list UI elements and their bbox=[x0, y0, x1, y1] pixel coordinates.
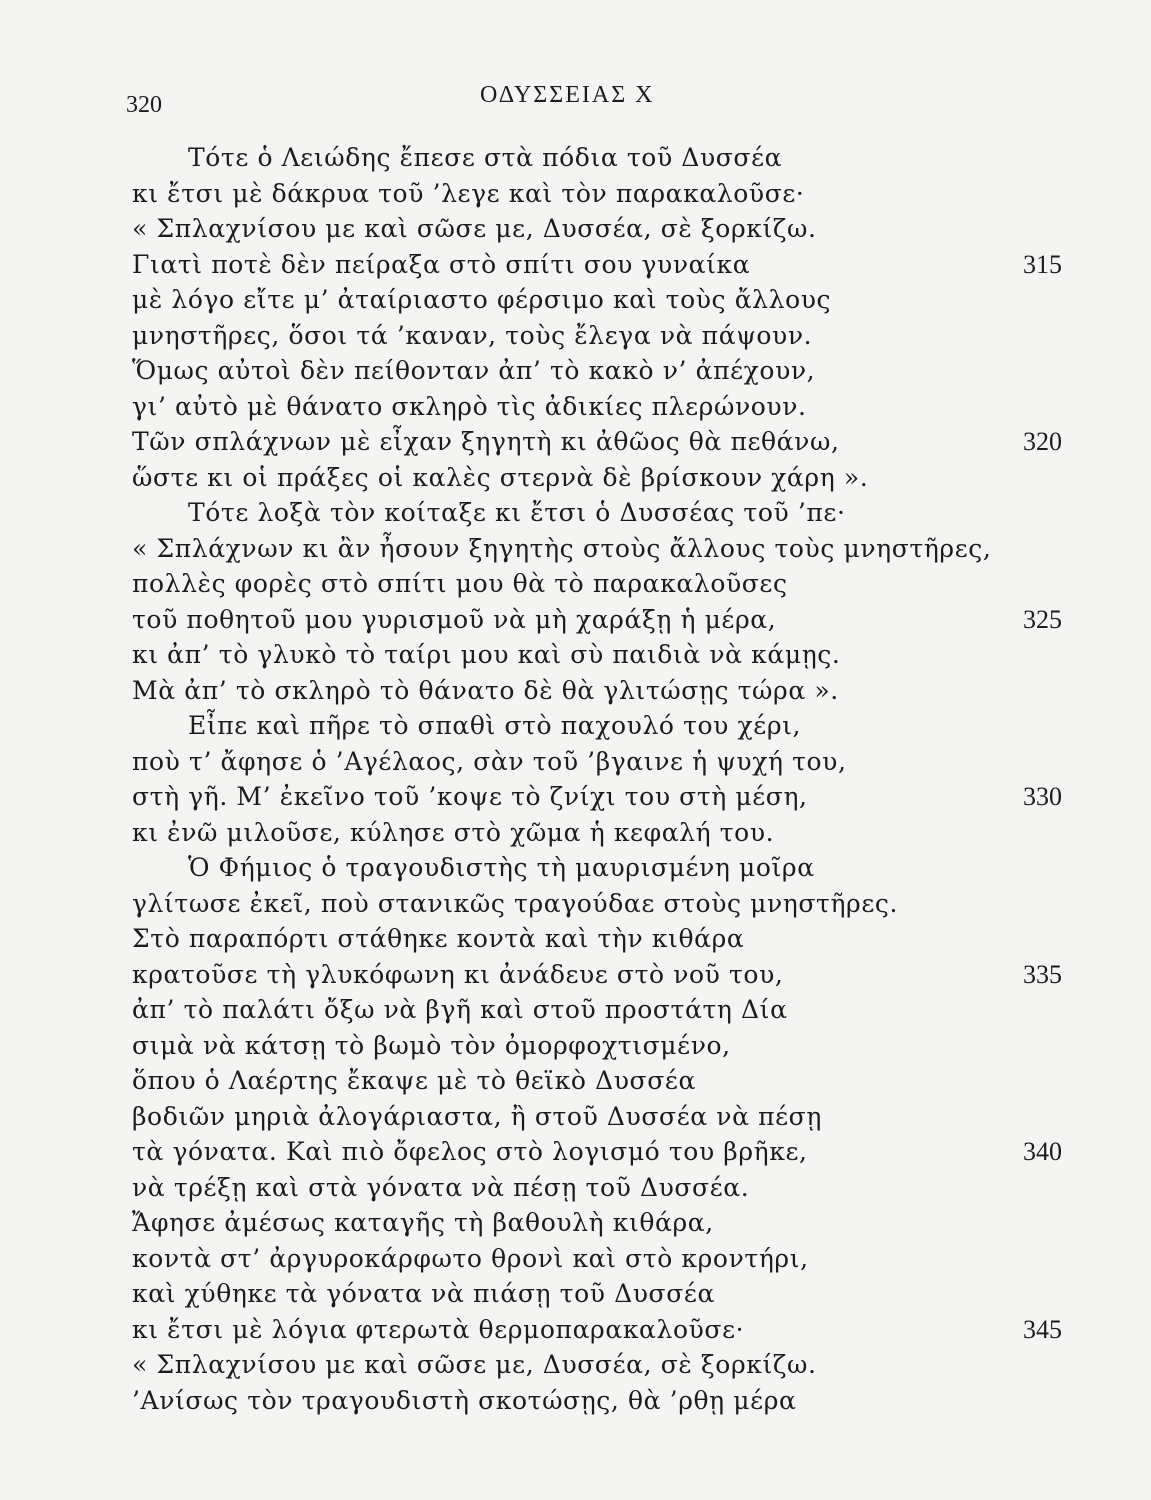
verse-line bbox=[132, 1099, 1062, 1135]
verse-text: ’Ανίσως τὸν τραγουδιστὴ σκοτώσῃς, θὰ ’ρθῃ μέρα bbox=[132, 1385, 797, 1415]
line-number: 340 bbox=[1023, 1137, 1062, 1166]
verse-line bbox=[132, 282, 1062, 318]
verse-line bbox=[132, 318, 1062, 354]
verse-text: « Σπλαχνίσου με καὶ σῶσε με, Δυσσέα, σὲ ξορκίζω. bbox=[132, 1350, 817, 1379]
verse-text: ἀπ’ τὸ παλάτι ὄξω νὰ βγῆ καὶ στοῦ προστάτη Δία bbox=[132, 995, 788, 1024]
verse-text: Ἄφησε ἀμέσως καταγῆς τὴ βαθουλὴ κιθάρα, bbox=[132, 1208, 714, 1237]
verse-line bbox=[132, 602, 1062, 638]
verse-line bbox=[132, 566, 1062, 602]
verse-line bbox=[132, 211, 1062, 247]
verse-text: τοῦ ποθητοῦ μου γυρισμοῦ νὰ μὴ χαράξῃ ἡ μέρα, bbox=[132, 604, 777, 634]
line-number: 325 bbox=[1023, 604, 1062, 634]
verse-text: γι’ αὐτὸ μὲ θάνατο σκληρὸ τὶς ἀδικίες πλερώνουν. bbox=[132, 391, 807, 421]
verse-text: μὲ λόγο εἴτε μ’ ἀταίριαστο φέρσιμο καὶ τοὺς ἄλλους bbox=[132, 285, 832, 314]
line-number: 335 bbox=[1023, 959, 1062, 989]
verse-line bbox=[132, 176, 1062, 212]
line-number: 330 bbox=[1023, 782, 1062, 811]
verse-text: κοντὰ στ’ ἀργυροκάρφωτο θρονὶ καὶ στὸ κροντήρι, bbox=[132, 1243, 809, 1273]
verse-text: γλίτωσε ἐκεῖ, ποὺ στανικῶς τραγούδαε στοὺς μνηστῆρες. bbox=[132, 888, 899, 918]
verse-line bbox=[132, 495, 1062, 531]
line-number: 315 bbox=[1023, 249, 1062, 279]
verse-line bbox=[132, 389, 1062, 425]
verse-line bbox=[132, 1028, 1062, 1064]
verse-text: « Σπλαχνίσου με καὶ σῶσε με, Δυσσέα, σὲ ξορκίζω. bbox=[132, 214, 817, 243]
verse-line bbox=[132, 1312, 1062, 1348]
verse-line bbox=[132, 1205, 1062, 1241]
line-number: 345 bbox=[1023, 1314, 1062, 1344]
verse-text: Τῶν σπλάχνων μὲ εἶχαν ξηγητὴ κι ἀθῶος θὰ πεθάνω, bbox=[132, 427, 840, 456]
page-number: 320 bbox=[126, 92, 162, 118]
verse-line bbox=[132, 424, 1062, 460]
verse-text: στὴ γῆ. Μ’ ἐκεῖνο τοῦ ’κοψε τὸ ζνίχι του στὴ μέση, bbox=[132, 782, 808, 811]
verse-line bbox=[132, 992, 1062, 1028]
verse-text: τὰ γόνατα. Καὶ πιὸ ὄφελος στὸ λογισμό του βρῆκε, bbox=[132, 1137, 808, 1166]
verse-text: Ὅμως αὐτοὶ δὲν πείθονταν ἀπ’ τὸ κακὸ ν’ ἀπέχουν, bbox=[132, 356, 816, 385]
verse-line bbox=[132, 850, 1062, 886]
verse-text: ποὺ τ’ ἄφησε ὁ ’Αγέλαος, σὰν τοῦ ’βγαινε ἡ ψυχή του, bbox=[132, 746, 847, 776]
verse-line bbox=[132, 957, 1062, 993]
verse-text: Γιατὶ ποτὲ δὲν πείραξα στὸ σπίτι σου γυναίκα bbox=[132, 249, 751, 279]
running-head: ΟΔΥΣΣΕΙΑΣ Χ bbox=[480, 82, 655, 108]
verse-line bbox=[132, 744, 1062, 780]
line-number: 320 bbox=[1023, 427, 1062, 456]
verse-text: κι ἐνῶ μιλοῦσε, κύλησε στὸ χῶμα ἡ κεφαλή του. bbox=[132, 817, 775, 847]
verse-text: νὰ τρέξῃ καὶ στὰ γόνατα νὰ πέσῃ τοῦ Δυσσέα. bbox=[132, 1172, 750, 1202]
verse-line bbox=[132, 353, 1062, 389]
verse-text: Εἶπε καὶ πῆρε τὸ σπαθὶ στὸ παχουλό του χέρι, bbox=[188, 711, 802, 740]
verse-text: κι ἀπ’ τὸ γλυκὸ τὸ ταίρι μου καὶ σὺ παιδιὰ νὰ κάμῃς. bbox=[132, 640, 841, 669]
verse-line bbox=[132, 637, 1062, 673]
verse-line bbox=[132, 1347, 1062, 1383]
verse-line bbox=[132, 921, 1062, 957]
verse-text: Ὁ Φήμιος ὁ τραγουδιστὴς τὴ μαυρισμένη μοῖρα bbox=[188, 853, 815, 882]
verse-line bbox=[132, 1134, 1062, 1170]
verse-text: ὥστε κι οἱ πράξες οἱ καλὲς στερνὰ δὲ βρίσκουν χάρη ». bbox=[132, 462, 869, 492]
verse-line bbox=[132, 531, 1062, 567]
verse-text: κρατοῦσε τὴ γλυκόφωνη κι ἀνάδευε στὸ νοῦ του, bbox=[132, 959, 784, 989]
verse-line bbox=[132, 779, 1062, 815]
verse-text: καὶ χύθηκε τὰ γόνατα νὰ πιάσῃ τοῦ Δυσσέα bbox=[132, 1279, 715, 1308]
verse-text: μνηστῆρες, ὅσοι τά ’καναν, τοὺς ἔλεγα νὰ πάψουν. bbox=[132, 320, 813, 350]
verse-line bbox=[132, 886, 1062, 922]
verse-line bbox=[132, 1276, 1062, 1312]
verse-text: Τότε λοξὰ τὸν κοίταξε κι ἔτσι ὁ Δυσσέας τοῦ ’πε· bbox=[188, 498, 846, 527]
verse-text: ὅπου ὁ Λαέρτης ἔκαψε μὲ τὸ θεϊκὸ Δυσσέα bbox=[132, 1066, 696, 1095]
verse-line bbox=[132, 1063, 1062, 1099]
verse-line bbox=[132, 460, 1062, 496]
verse-text: « Σπλάχνων κι ἂν ἦσουν ξηγητὴς στοὺς ἄλλους τοὺς μνηστῆρες, bbox=[132, 533, 992, 563]
verse-text: Τότε ὁ Λειώδης ἔπεσε στὰ πόδια τοῦ Δυσσέα bbox=[188, 143, 783, 172]
verse-text: Στὸ παραπόρτι στάθηκε κοντὰ καὶ τὴν κιθάρα bbox=[132, 924, 745, 953]
verse-line bbox=[132, 815, 1062, 851]
verse-line bbox=[132, 708, 1062, 744]
verse-text: πολλὲς φορὲς στὸ σπίτι μου θὰ τὸ παρακαλοῦσες bbox=[132, 569, 788, 598]
verse-line bbox=[132, 247, 1062, 283]
verse-line bbox=[132, 1170, 1062, 1206]
verse-text: βοδιῶν μηριὰ ἀλογάριαστα, ἢ στοῦ Δυσσέα νὰ πέσῃ bbox=[132, 1101, 822, 1131]
poem-text bbox=[132, 140, 1062, 1418]
verse-text: σιμὰ νὰ κάτσῃ τὸ βωμὸ τὸν ὀμορφοχτισμένο, bbox=[132, 1030, 731, 1060]
verse-line bbox=[132, 140, 1062, 176]
verse-text: κι ἔτσι μὲ λόγια φτερωτὰ θερμοπαρακαλοῦσε· bbox=[132, 1314, 745, 1344]
verse-text: κι ἔτσι μὲ δάκρυα τοῦ ’λεγε καὶ τὸν παρακαλοῦσε· bbox=[132, 178, 805, 208]
verse-line bbox=[132, 673, 1062, 709]
verse-line bbox=[132, 1241, 1062, 1277]
verse-text: Μὰ ἀπ’ τὸ σκληρὸ τὸ θάνατο δὲ θὰ γλιτώσῃς τώρα ». bbox=[132, 675, 839, 705]
verse-line bbox=[132, 1383, 1062, 1419]
